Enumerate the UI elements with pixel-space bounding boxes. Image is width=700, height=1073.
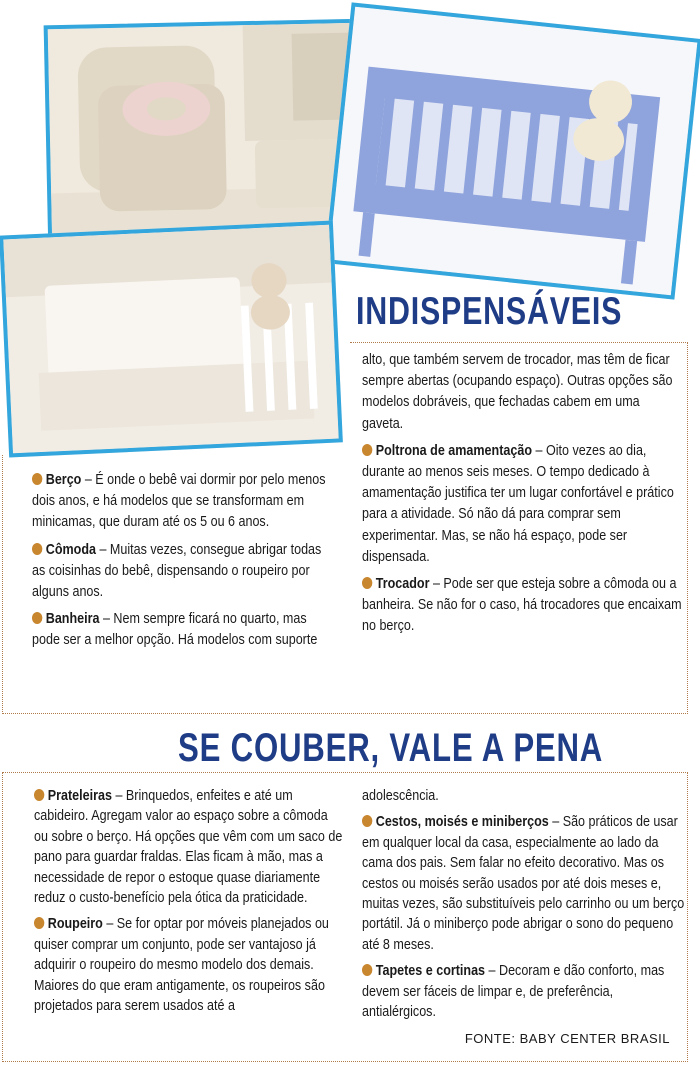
bullet-dot: [362, 444, 372, 456]
photo-nursing-armchair: [44, 19, 367, 256]
bullet-dot: [32, 543, 42, 555]
item-roupeiro-continued: adolescência.: [362, 788, 439, 804]
bullet-dot: [34, 917, 44, 929]
bullet-dot: [362, 964, 372, 976]
bullet-dot: [32, 612, 42, 624]
section-title-se-couber: SE COUBER, VALE A PENA: [178, 726, 604, 770]
se-couber-column-left: [34, 786, 344, 1022]
item-comoda: Cômoda – Muitas vezes, consegue abrigar todas as coisinhas do bebê, dispensando o roupeiro por alguns anos.: [32, 541, 322, 601]
se-couber-column-right: [362, 786, 685, 1028]
item-tapetes: Tapetes e cortinas – Decoram e dão conforto, mas devem ser fáceis de limpar e, de preferência, antialérgicos.: [362, 963, 665, 1021]
photo-blue-cradle: [324, 2, 700, 299]
item-prateleiras: Prateleiras – Brinquedos, enfeites e até um cabideiro. Agregam valor ao espaço sobre a cômoda ou sobre o berço. Há opções que vêm com um saco de pano para guardar fraldas. Elas ficam à mão, mas a necessidade de repor o estoque quase diariamente reduz o custo-benefício pela ótica da praticidade.: [34, 788, 343, 907]
item-banheira: Banheira – Nem sempre ficará no quarto, mas pode ser a melhor opção. Há modelos com suporte: [32, 611, 318, 649]
indispensaveis-column-right: [362, 350, 684, 644]
item-banheira-continued: alto, que também servem de trocador, mas têm de ficar sempre abertas (ocupando espaço). Outras opções são modelos dobráveis, que fechadas cabem em uma gaveta.: [362, 352, 673, 432]
source-credit: FONTE: BABY CENTER BRASIL: [464, 1031, 670, 1046]
bullet-dot: [32, 473, 42, 485]
item-roupeiro: Roupeiro – Se for optar por móveis planejados ou quiser comprar um conjunto, pode ser vantajoso já adquirir o roupeiro do mesmo modelo dos demais. Maiores do que eram antigamente, os roupeiros são projetados para serem usados até a: [34, 916, 329, 1015]
item-berco: Berço – É onde o bebê vai dormir por pelo menos dois anos, e há modelos que se transformam em minicamas, que duram até os 5 ou 6 anos.: [32, 472, 326, 531]
bullet-dot: [362, 815, 372, 827]
bullet-dot: [34, 789, 44, 801]
section-title-indispensaveis: INDISPENSÁVEIS: [356, 290, 623, 333]
bullet-dot: [362, 577, 372, 589]
item-poltrona: Poltrona de amamentação – Oito vezes ao dia, durante ao menos seis meses. O tempo dedicado à amamentação justifica ter um lugar confortável e prático para a atividade. Só não dá para comprar sem experimentar. Mas, se não há espaço, pode ser dispensada.: [362, 442, 674, 565]
indispensaveis-column-left: [32, 470, 333, 658]
item-trocador: Trocador – Pode ser que esteja sobre a cômoda ou a banheira. Se não for o caso, há trocadores que encaixam no berço.: [362, 576, 682, 635]
item-cestos: Cestos, moisés e miniberços – São práticos de usar em qualquer local da casa, especialmente ao lado da cama dos pais. Sem falar no efeito decorativo. Mas os cestos ou moisés serão usados por até dois meses e, muitas vezes, são substituíveis pelo carrinho ou um berço portátil. Já o miniberço pode abrigar o sono do pequeno até 8 meses.: [362, 814, 685, 953]
